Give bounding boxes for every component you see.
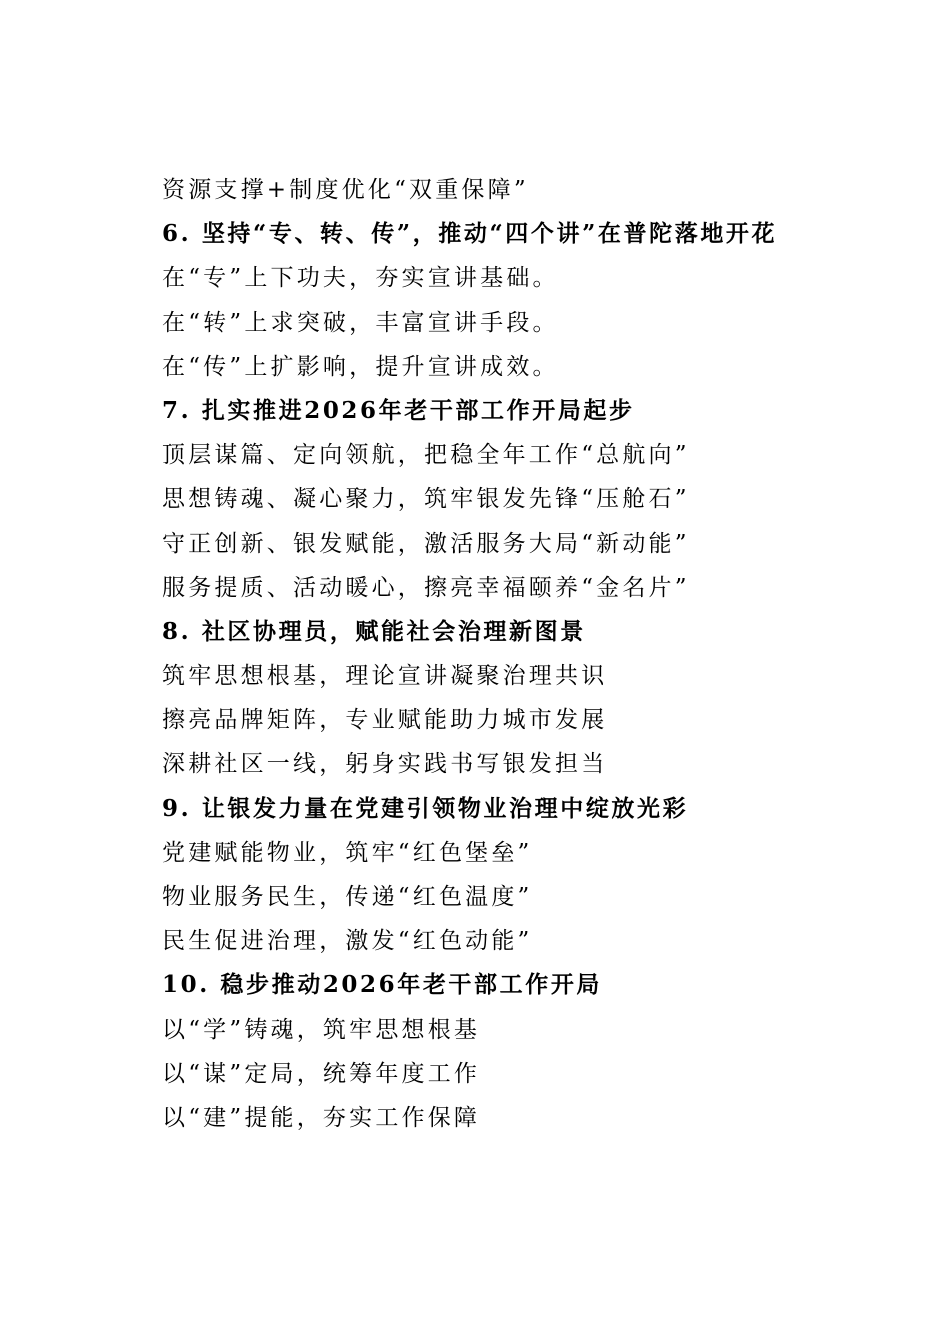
section-heading-9: 9. 让银发力量在党建引领物业治理中绽放光彩 <box>162 794 689 822</box>
list-item: 民生促进治理，激发“红色动能” <box>162 928 533 955</box>
list-item: 筑牢思想根基，理论宣讲凝聚治理共识 <box>162 663 608 690</box>
list-item: 物业服务民生，传递“红色温度” <box>162 884 533 910</box>
list-item: 深耕社区一线，躬身实践书写银发担当 <box>162 751 608 778</box>
list-item: 以“学”铸魂，筑牢思想根基 <box>162 1016 481 1043</box>
list-item: 以“谋”定局，统筹年度工作 <box>162 1060 481 1087</box>
list-item: 擦亮品牌矩阵，专业赋能助力城市发展 <box>162 707 608 734</box>
list-item: 资源支撑+制度优化“双重保障” <box>162 177 529 203</box>
section-heading-8: 8. 社区协理员，赋能社会治理新图景 <box>162 617 586 645</box>
section-heading-6: 6. 坚持“专、转、传”，推动“四个讲”在普陀落地开花 <box>162 220 778 248</box>
list-item: 思想铸魂、凝心聚力，筑牢银发先锋“压舱石” <box>162 486 690 513</box>
document-body <box>162 168 862 1140</box>
list-item: 以“建”提能，夯实工作保障 <box>162 1104 481 1131</box>
list-item: 在“转”上求突破，丰富宣讲手段。 <box>162 309 559 336</box>
section-heading-10: 10. 稳步推动2026年老干部工作开局 <box>162 971 603 999</box>
list-item: 在“专”上下功夫，夯实宣讲基础。 <box>162 265 559 292</box>
section-heading-7: 7. 扎实推进2026年老干部工作开局起步 <box>162 396 635 424</box>
list-item: 在“传”上扩影响，提升宣讲成效。 <box>162 353 559 380</box>
list-item: 服务提质、活动暖心，擦亮幸福颐养“金名片” <box>162 574 690 601</box>
list-item: 顶层谋篇、定向领航，把稳全年工作“总航向” <box>162 442 690 469</box>
list-item: 守正创新、银发赋能，激活服务大局“新动能” <box>162 530 690 557</box>
list-item: 党建赋能物业，筑牢“红色堡垒” <box>162 839 533 866</box>
